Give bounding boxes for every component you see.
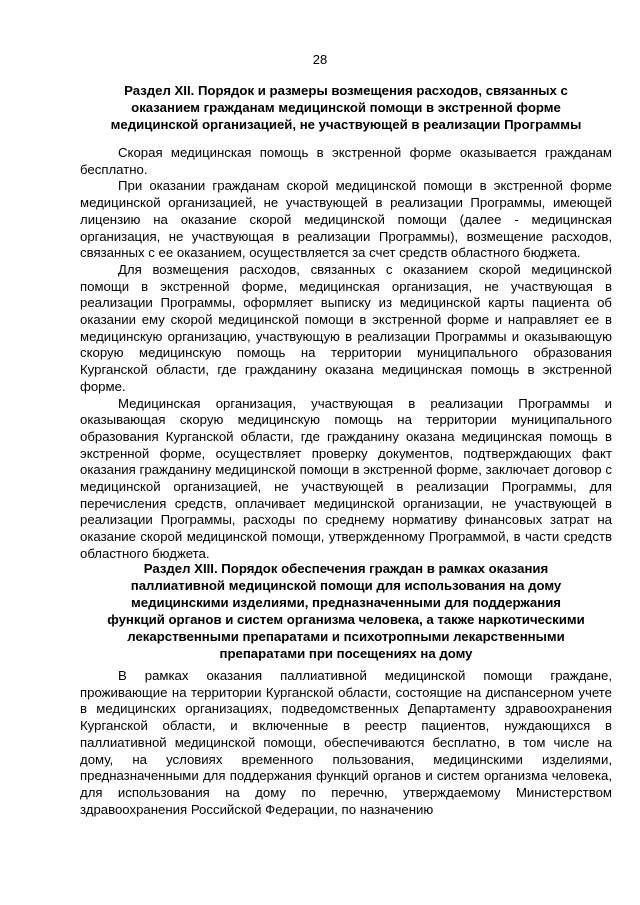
section-13-body bbox=[80, 668, 612, 818]
page-number: 28 bbox=[312, 52, 328, 67]
section-13-title-line: Раздел XIII. Порядок обеспечения граждан в рамках оказания bbox=[143, 561, 549, 576]
section-13-title-line: медицинскими изделиями, предназначенными для поддержания bbox=[131, 595, 561, 610]
section-12-title-line: медицинской организацией, не участвующей в реализации Программы bbox=[110, 117, 582, 132]
section-12-paragraph-3: Для возмещения расходов, связанных с оказанием скорой медицинской помощи в экстренной форме, медицинская организация, не участвующая в реализации Программы, оформляет выписку из медицинской карты пациента об оказании ему скорой медицинской помощи в экстренной форме и направляет ее в медицинскую организацию, участвующую в реализации Программы и оказывающую скорую медицинскую помощь на территории муниципального образования Курганской области, где гражданину оказана медицинская помощь в экстренной форме. bbox=[80, 261, 612, 394]
section-12-title-line: оказанием гражданам медицинской помощи в экстренной форме bbox=[131, 100, 561, 115]
section-13-title-line: лекарственными препаратами и психотропными лекарственными bbox=[127, 629, 565, 644]
section-13-title-line: паллиативной медицинской помощи для использования на дому bbox=[130, 578, 562, 593]
section-13-title-line: препаратами при посещениях на дому bbox=[219, 646, 473, 661]
section-12-paragraph-2: При оказании гражданам скорой медицинской помощи в экстренной форме медицинской организацией, не участвующей в реализации Программы, имеющей лицензию на оказание скорой медицинской помощи (далее - медицинская организация, не участвующая в реализации Программы), возмещение расходов, связанных с ее оказанием, осуществляется за счет средств областного бюджета. bbox=[80, 178, 612, 261]
section-12-body bbox=[80, 145, 612, 563]
section-13-paragraph-1: В рамках оказания паллиативной медицинской помощи граждане, проживающие на территории Курганской области, состоящие на диспансерном учете в медицинских организациях, подведомственных Департаменту здравоохранения Курганской области, и включенные в реестр пациентов, нуждающихся в паллиативной медицинской помощи, обеспечиваются бесплатно, в том числе на дому, на условиях временного пользования, медицинскими изделиями, предназначенными для поддержания функций органов и систем организма человека, для использования на дому по перечню, утверждаемому Министерством здравоохранения Российской Федерации, по назначению bbox=[80, 668, 612, 817]
section-12-title-line: Раздел XII. Порядок и размеры возмещения расходов, связанных с bbox=[124, 83, 568, 98]
section-12-title bbox=[80, 82, 612, 133]
section-12-paragraph-1: Скорая медицинская помощь в экстренной форме оказывается гражданам бесплатно. bbox=[80, 145, 612, 177]
section-13-title bbox=[80, 560, 612, 662]
section-12-paragraph-4: Медицинская организация, участвующая в реализации Программы и оказывающая скорую медицинскую помощь на территории муниципального образования Курганской области, где гражданину оказана медицинская помощь в экстренной форме, осуществляет проверку документов, подтверждающих факт оказания гражданину медицинской помощи в экстренной форме, заключает договор с медицинской организацией, не участвующей в реализации Программы, для перечисления средств, оплачивает медицинской организации, не участвующей в реализации Программы, расходы по среднему нормативу финансовых затрат на оказание скорой медицинской помощи, утвержденному Программой, в части средств областного бюджета. bbox=[80, 395, 612, 561]
section-13-title-line: функций органов и систем организма человека, а также наркотическими bbox=[107, 612, 585, 627]
